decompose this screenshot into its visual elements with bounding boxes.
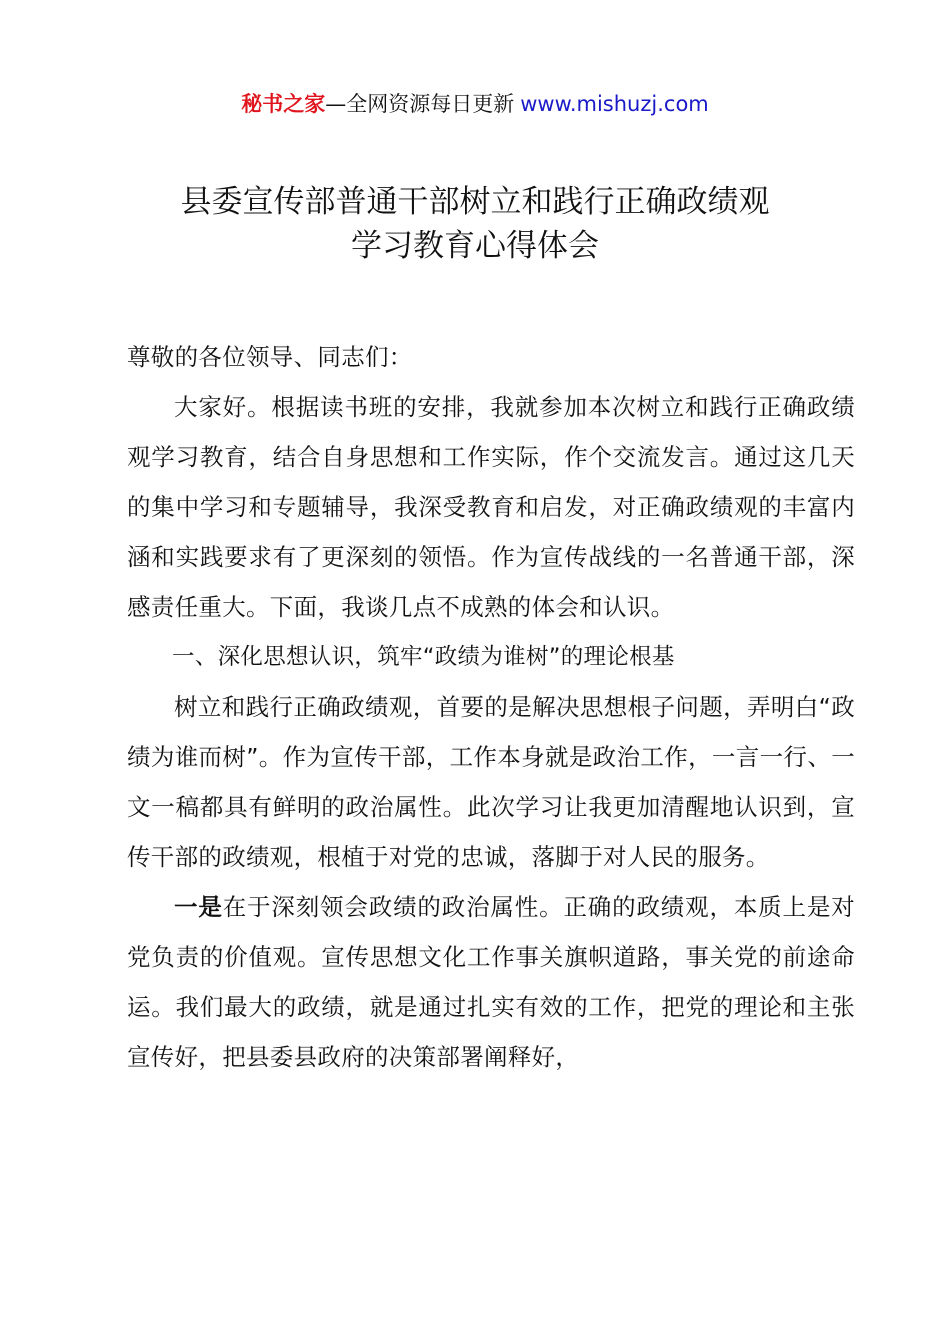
site-slogan: —全网资源每日更新 [325, 92, 515, 116]
document-body [127, 332, 855, 1082]
site-brand: 秘书之家 [241, 92, 326, 116]
section-1-paragraph: 树立和践行正确政绩观，首要的是解决思想根子问题，弄明白“政绩为谁而树”。作为宣传干部，工作本身就是政治工作，一言一行、一文一稿都具有鲜明的政治属性。此次学习让我更加清醒地认识到，宣传干部的政绩观，根植于对党的忠诚，落脚于对人民的服务。 [127, 693, 855, 871]
site-header [0, 88, 950, 120]
point-1-paragraph [127, 882, 855, 1082]
title-line-2: 学习教育心得体会 [351, 228, 599, 264]
document-title [0, 180, 950, 268]
title-line-1: 县委宣传部普通干部树立和践行正确政绩观 [180, 184, 770, 220]
point-1-text: 在于深刻领会政绩的政治属性。正确的政绩观，本质上是对党负责的价值观。宣传思想文化工作事关旗帜道路，事关党的前途命运。我们最大的政绩，就是通过扎实有效的工作，把党的理论和主张宣传好，把县委县政府的决策部署阐释好， [127, 893, 855, 1071]
section-1-heading: 一、深化思想认识，筑牢“政绩为谁树”的理论根基 [172, 644, 675, 670]
intro-paragraph: 大家好。根据读书班的安排，我就参加本次树立和践行正确政绩观学习教育，结合自身思想和工作实际，作个交流发言。通过这几天的集中学习和专题辅导，我深受教育和启发，对正确政绩观的丰富内涵和实践要求有了更深刻的领悟。作为宣传战线的一名普通干部，深感责任重大。下面，我谈几点不成熟的体会和认识。 [127, 393, 855, 621]
site-url-link[interactable]: www.mishuzj.com [520, 92, 709, 116]
salutation: 尊敬的各位领导、同志们： [127, 343, 413, 371]
point-1-lead: 一是 [174, 893, 223, 921]
